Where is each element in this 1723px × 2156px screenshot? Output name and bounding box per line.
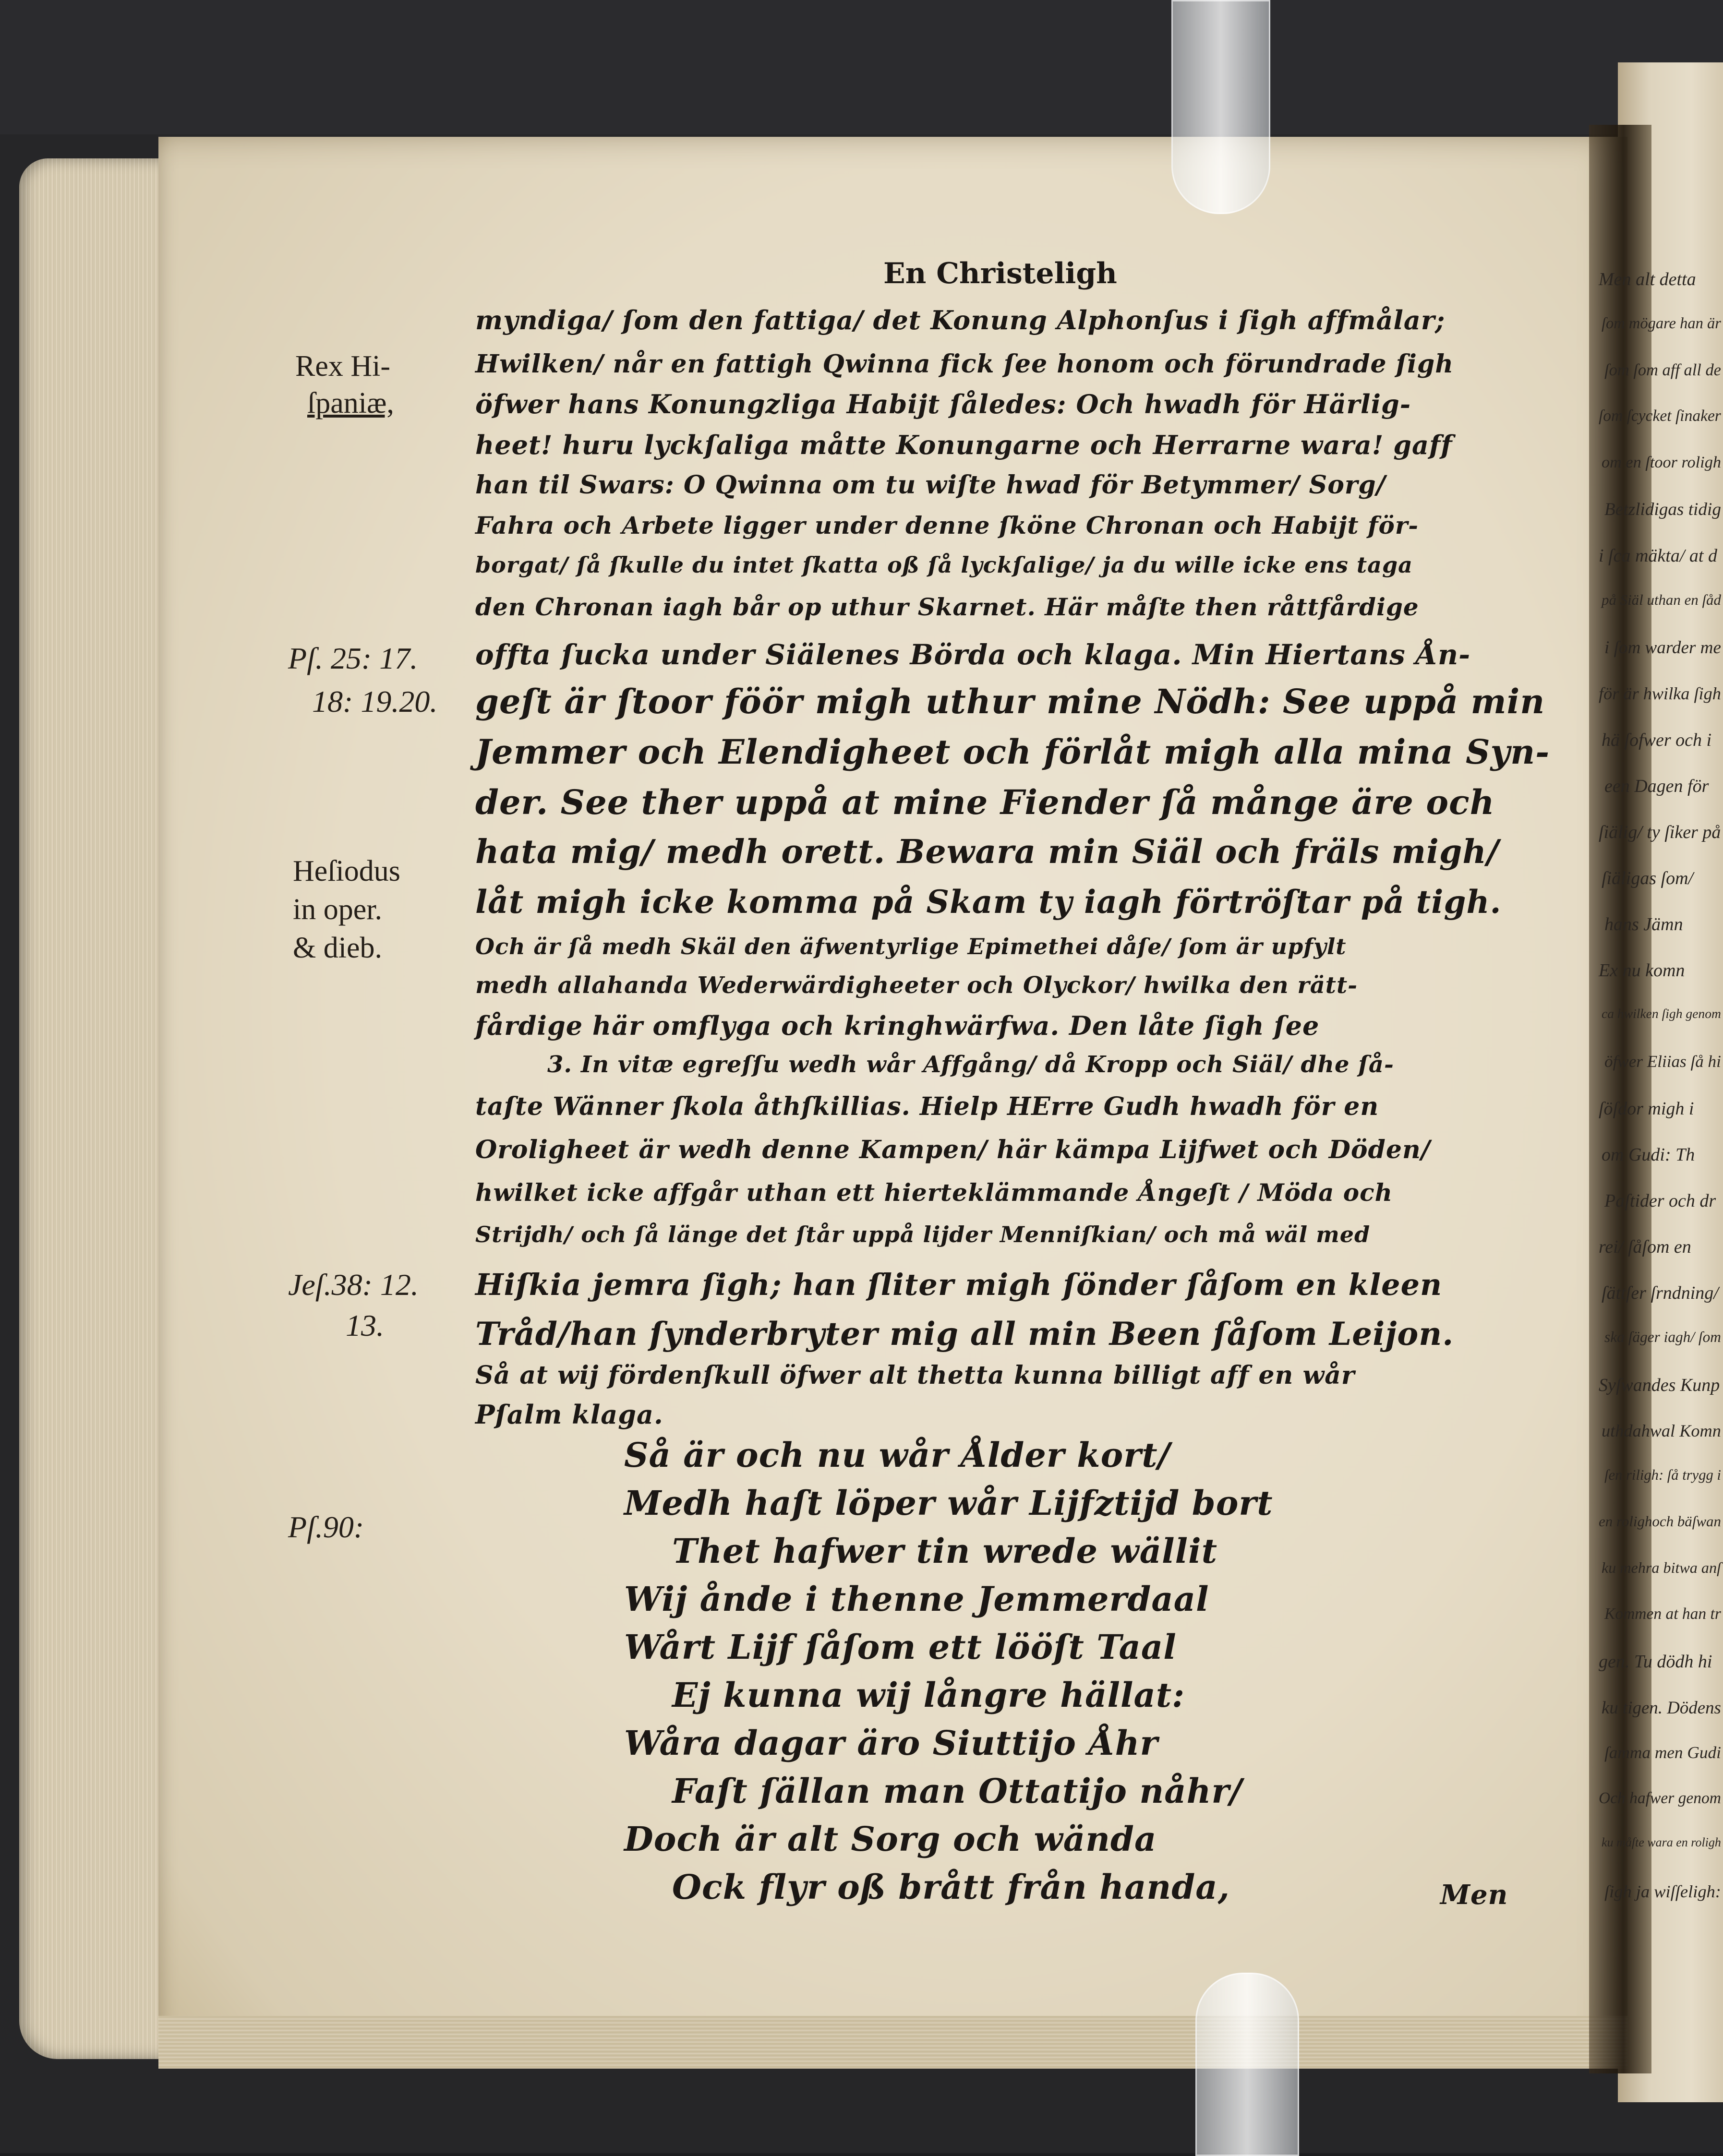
right-page-fragment: öfwer Eliias ſå hi	[1604, 1052, 1721, 1071]
margin-note-rex-line1: Rex Hi-	[295, 350, 391, 383]
right-page-fragment: hä ſofwer och i	[1602, 730, 1712, 750]
right-page-fragment: ku tigen. Dödens	[1602, 1698, 1721, 1717]
body-line-6: Fahra och Arbete ligger under denne ſköne Chronan och Habijt för-	[475, 511, 1419, 539]
body-line-9: offta ſucka under Siälenes Börda och klaga. Min Hiertans Ån-	[475, 638, 1471, 671]
body-line-17: fårdige här omflyga och kringhwärfwa. Den låte ſigh ſee	[475, 1010, 1320, 1041]
right-page-fragment: ſigh ja wiſſeligh:	[1604, 1882, 1721, 1901]
margin-note-ps25-line1: Pſ. 25: 17.	[288, 641, 418, 675]
right-page-fragment: uthdahwal Komn	[1602, 1421, 1721, 1440]
page-holder-clip-top	[1171, 0, 1270, 214]
verse-line-9: Doch är alt Sorg och wända	[624, 1819, 1157, 1859]
margin-note-rex-line2: ſpaniæ,	[307, 387, 394, 419]
right-page-fragment: Paſtider och dr	[1604, 1191, 1716, 1211]
verse-line-6: Ej kunna wij långre hällat:	[672, 1675, 1185, 1715]
right-page-fragment: een Dagen för	[1604, 776, 1709, 796]
body-line-25: Så at wij fördenſkull öfwer alt thetta kunna billigt aff en wår	[475, 1361, 1355, 1390]
body-line-24: Tråd/han ſynderbryter mig all min Been ſåſom Leijon.	[475, 1315, 1454, 1353]
verse-line-3: Thet hafwer tin wrede wällit	[672, 1531, 1218, 1571]
body-line-22: Strijdh/ och ſå länge det ſtår uppå lijder Menniſkian/ och må wäl med	[475, 1222, 1371, 1247]
running-title: En Christeligh	[883, 257, 1117, 290]
right-page-fragment: ſiäligas ſom/	[1602, 868, 1694, 888]
margin-note-jes38-line2: 13.	[346, 1308, 384, 1342]
verse-line-10: Ock flyr oß brått från handa,	[672, 1867, 1230, 1907]
right-page-fragment: en rolighoch bäſwan	[1599, 1513, 1721, 1530]
right-page-fragment: om en ſtoor roligh	[1602, 453, 1721, 471]
right-page-fragment: Ex nu komn	[1599, 960, 1685, 981]
right-page-fragment: ſen riligh: ſå trygg i	[1604, 1467, 1721, 1483]
body-line-3: öfwer hans Konungzliga Habijt ſåledes: Och hwadh för Härlig-	[475, 389, 1411, 419]
verse-line-4: Wij ånde i thenne Jemmerdaal	[624, 1579, 1209, 1619]
margin-note-ps25-line2: 18: 19.20.	[312, 684, 438, 719]
margin-note-jes38-line1: Jeſ.38: 12.	[288, 1268, 419, 1302]
margin-note-ps90: Pſ.90:	[288, 1510, 364, 1544]
verse-line-8: Faſt ſällan man Ottatijo nåhr/	[672, 1771, 1242, 1811]
right-page-fragment: i ſca mäkta/ at d	[1599, 546, 1717, 566]
body-line-20: Oroligheet är wedh denne Kampen/ här kämpa Lijfwet och Döden/	[475, 1135, 1431, 1164]
body-line-12: der. See ther uppå at mine Fiender ſå månge äre och	[475, 782, 1495, 822]
verse-line-1: Så är och nu wår Ålder kort/	[624, 1435, 1171, 1475]
right-page-fragment: ska ſäger iagh/ ſom	[1604, 1329, 1721, 1345]
right-page-fragment: ſamma men Gudi	[1604, 1743, 1721, 1762]
right-page-fragment: i ſom warder me	[1604, 638, 1721, 658]
body-line-15: Och är ſå medh Skäl den äfwentyrlige Epimethei dåſe/ ſom är upfylt	[475, 934, 1347, 959]
catchword: Men	[1440, 1879, 1508, 1911]
right-page-fragment: gen. Tu dödh hi	[1599, 1652, 1712, 1672]
body-line-4: heet! huru lyckſaliga måtte Konungarne och Herrarne wara! gaff	[475, 430, 1453, 460]
body-line-16: medh allahanda Wederwärdigheeter och Olyckor/ hwilka den rätt-	[475, 972, 1358, 999]
body-line-26: Pſalm klaga.	[475, 1399, 663, 1430]
right-page-fragment: Och hafwer genom	[1599, 1789, 1721, 1807]
right-page-fragment: Syſwandes Kunp	[1599, 1375, 1720, 1395]
verse-line-5: Wårt Lijf ſåſom ett lööſt Taal	[624, 1627, 1177, 1667]
verse-line-7: Wåra dagar äro Siuttijo Åhr	[624, 1723, 1158, 1763]
page-edges-left	[19, 158, 173, 2059]
right-page-fragment: hans Jämn	[1604, 914, 1683, 934]
right-page-fragment: Betzlidigas tidig	[1604, 500, 1721, 519]
verse-line-2: Medh haſt löper wår Lijfztijd bort	[624, 1483, 1273, 1523]
right-page-fragment: Kommen at han tr	[1604, 1605, 1721, 1623]
body-line-2: Hwilken/ når en fattigh Qwinna fick ſee honom och förundrade ſigh	[475, 349, 1454, 379]
body-line-19: taſte Wänner ſkola åthſkillias. Hielp HErre Gudh hwadh för en	[475, 1092, 1379, 1121]
right-page-fragment: rei/ ſåſom en	[1599, 1237, 1691, 1257]
page-holder-clip-bottom	[1195, 1973, 1299, 2156]
body-line-7: borgat/ ſå ſkulle du intet ſkatta oß ſå lyckſalige/ ja du wille icke ens taga	[475, 552, 1413, 578]
right-page-fragment: ſom mögare han är	[1602, 315, 1721, 332]
right-page-fragment: Men alt detta	[1599, 269, 1696, 289]
right-page-fragment: ca hwilken ſigh genom	[1602, 1006, 1721, 1021]
body-line-14: låt migh icke komma på Skam ty iagh förtröſtar på tigh.	[475, 883, 1502, 921]
right-page-fragment: ſiälig/ ty ſiker på	[1599, 822, 1721, 842]
right-page-fragment: för är hwilka ſigh	[1599, 684, 1721, 703]
margin-note-hesiodus-line1: Heſiodus	[293, 855, 400, 887]
right-page-fragment: ſättſer ſrndning/	[1602, 1283, 1719, 1303]
body-line-18: 3. In vitæ egreſſu wedh wår Affgång/ då Kropp och Siäl/ dhe ſå-	[547, 1051, 1394, 1078]
right-page-fragment: om Gudi: Th	[1602, 1145, 1695, 1165]
right-page-fragment: ku mehra bitwa anſ	[1602, 1559, 1721, 1576]
body-line-5: han til Swars: O Qwinna om tu wiſte hwad för Betymmer/ Sorg/	[475, 470, 1386, 500]
right-page-fragment: ſom ſcycket ſinaker	[1599, 407, 1721, 425]
page-edges-bottom	[158, 2016, 1627, 2069]
top-shadow	[0, 0, 1723, 134]
body-line-10: geſt är ſtoor föör migh uthur mine Nödh: See uppå min	[475, 682, 1545, 721]
body-line-11: Jemmer och Elendigheet och förlåt migh alla mina Syn-	[475, 732, 1550, 772]
right-page-fragment: ſom ſom aff all de	[1604, 361, 1721, 379]
body-line-1: myndiga/ ſom den fattiga/ det Konung Alphonſus i ſigh affmålar;	[475, 305, 1446, 335]
body-line-23: Hiſkia jemra ſigh; han ſliter migh ſönder ſåſom en kleen	[475, 1267, 1443, 1302]
body-line-13: hata mig/ medh orett. Bewara min Siäl och fräls migh/	[475, 833, 1499, 871]
right-page-fragment: på Siäl uthan en ſåd	[1602, 591, 1721, 608]
right-page-fragment: ſöſdor migh i	[1599, 1099, 1694, 1119]
body-line-8: den Chronan iagh bår op uthur Skarnet. Här måſte then råttfårdige	[475, 593, 1419, 621]
margin-note-hesiodus-line2: in oper.	[293, 893, 382, 926]
right-page-fragment: ku måſte wara en roligh	[1602, 1835, 1721, 1849]
body-line-21: hwilket icke affgår uthan ett hierteklämmande Ångeſt / Möda och	[475, 1178, 1393, 1207]
margin-note-hesiodus-line3: & dieb.	[293, 932, 382, 964]
